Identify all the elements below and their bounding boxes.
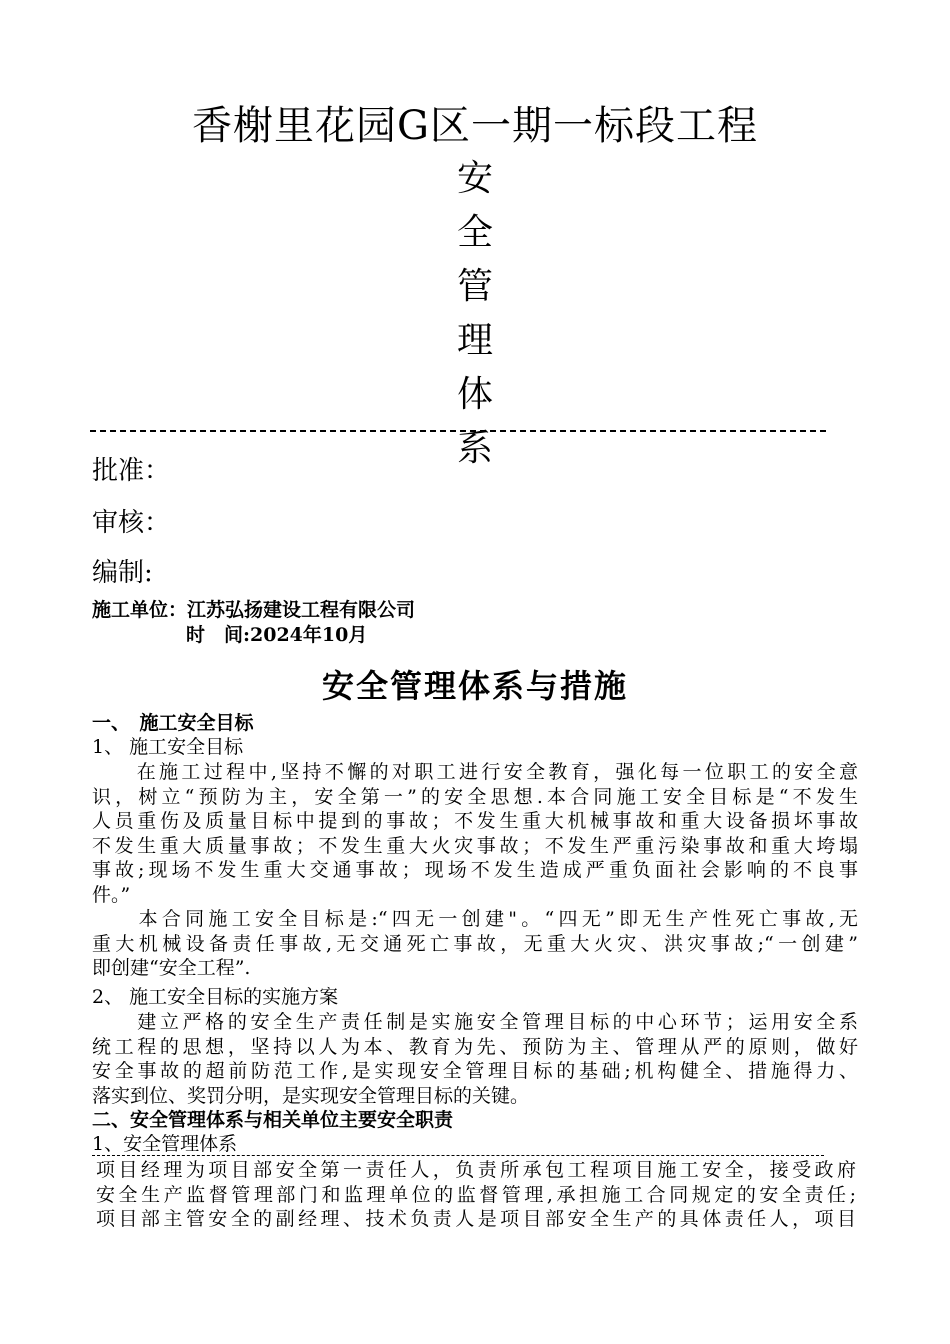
paragraph-line: 项目经理为项目部安全第一责任人，负责所承包工程项目施工安全，接受政府 [96, 1159, 856, 1181]
contractor-line: 施工单位：江苏弘扬建设工程有限公司 [92, 599, 416, 621]
paragraph-line: 人员重伤及质量目标中提到的事故；不发生重大机械事故和重大设备损坏事故 [92, 810, 858, 832]
vertical-char: 系 [456, 428, 493, 469]
paragraph-line: 识，树立“预防为主，安全第一”的安全思想.本合同施工安全目标是“不发生 [92, 785, 858, 808]
review-label: 审核： [92, 508, 171, 538]
main-title: 安全管理体系与措施 [321, 667, 628, 705]
paragraph-line: 即创建“安全工程”. [92, 957, 251, 979]
paragraph-line: 建立严格的安全生产责任制是实施安全管理目标的中心环节；运用安全系 [92, 1011, 858, 1033]
dashed-underline [92, 1155, 824, 1156]
paragraph-safety-goal [92, 760, 858, 907]
subsection-heading-1: 1、 施工安全目标 [92, 736, 244, 758]
paragraph-line: 件。” [92, 883, 131, 906]
dashed-divider [90, 430, 826, 432]
paragraph-line: 安全事故的超前防范工作,是实现安全管理目标的基础;机构健全、措施得力、 [92, 1060, 858, 1082]
subsection-heading-2: 2、 施工安全目标的实施方案 [92, 986, 339, 1008]
paragraph-line: 统工程的思想，坚持以人为本、教育为先、预防为主、管理从严的原则，做好 [92, 1035, 858, 1058]
vertical-char: 安 [456, 158, 493, 199]
section-heading-1: 一、 施工安全目标 [92, 712, 254, 734]
section-heading-2: 二、安全管理体系与相关单位主要安全职责 [92, 1109, 454, 1131]
paragraph-line: 安全生产监督管理部门和监理单位的监督管理,承担施工合同规定的安全责任; [96, 1183, 856, 1206]
paragraph-line: 不发生重大质量事故；不发生重大火灾事故；不发生严重污染事故和重大垮塌 [92, 834, 858, 857]
paragraph-four-no-one-build [92, 907, 858, 981]
cover-title: 香榭里花园G区一期一标段工程 [192, 103, 758, 149]
vertical-subtitle [445, 152, 505, 476]
compile-label: 编制: [92, 558, 153, 588]
paragraph-line: 重大机械设备责任事故,无交通死亡事故，无重大火灾、洪灾事故;“一创建” [92, 932, 858, 955]
vertical-char: 全 [456, 212, 493, 253]
paragraph-line: 在施工过程中,坚持不懈的对职工进行安全教育，强化每一位职工的安全意 [92, 761, 858, 783]
approve-label: 批准： [92, 456, 171, 486]
paragraph-line: 本合同施工安全目标是:“四无一创建"。“四无”即无生产性死亡事故,无 [92, 908, 858, 930]
paragraph-line: 事故;现场不发生重大交通事故；现场不发生造成严重负面社会影响的不良事 [92, 859, 858, 881]
paragraph-implementation [92, 1010, 858, 1108]
paragraph-line: 项目部主管安全的副经理、技术负责人是项目部安全生产的具体责任人，项目 [96, 1208, 856, 1230]
date-line: 时 间:2024年10月 [186, 624, 368, 646]
vertical-char: 体 [456, 374, 493, 415]
subsection-heading-3: 1、安全管理体系 [92, 1133, 238, 1155]
paragraph-management-system [96, 1158, 856, 1232]
paragraph-line: 落实到位、奖罚分明，是实现安全管理目标的关键。 [92, 1084, 530, 1107]
vertical-char: 理 [456, 320, 493, 361]
vertical-char: 管 [456, 266, 493, 307]
